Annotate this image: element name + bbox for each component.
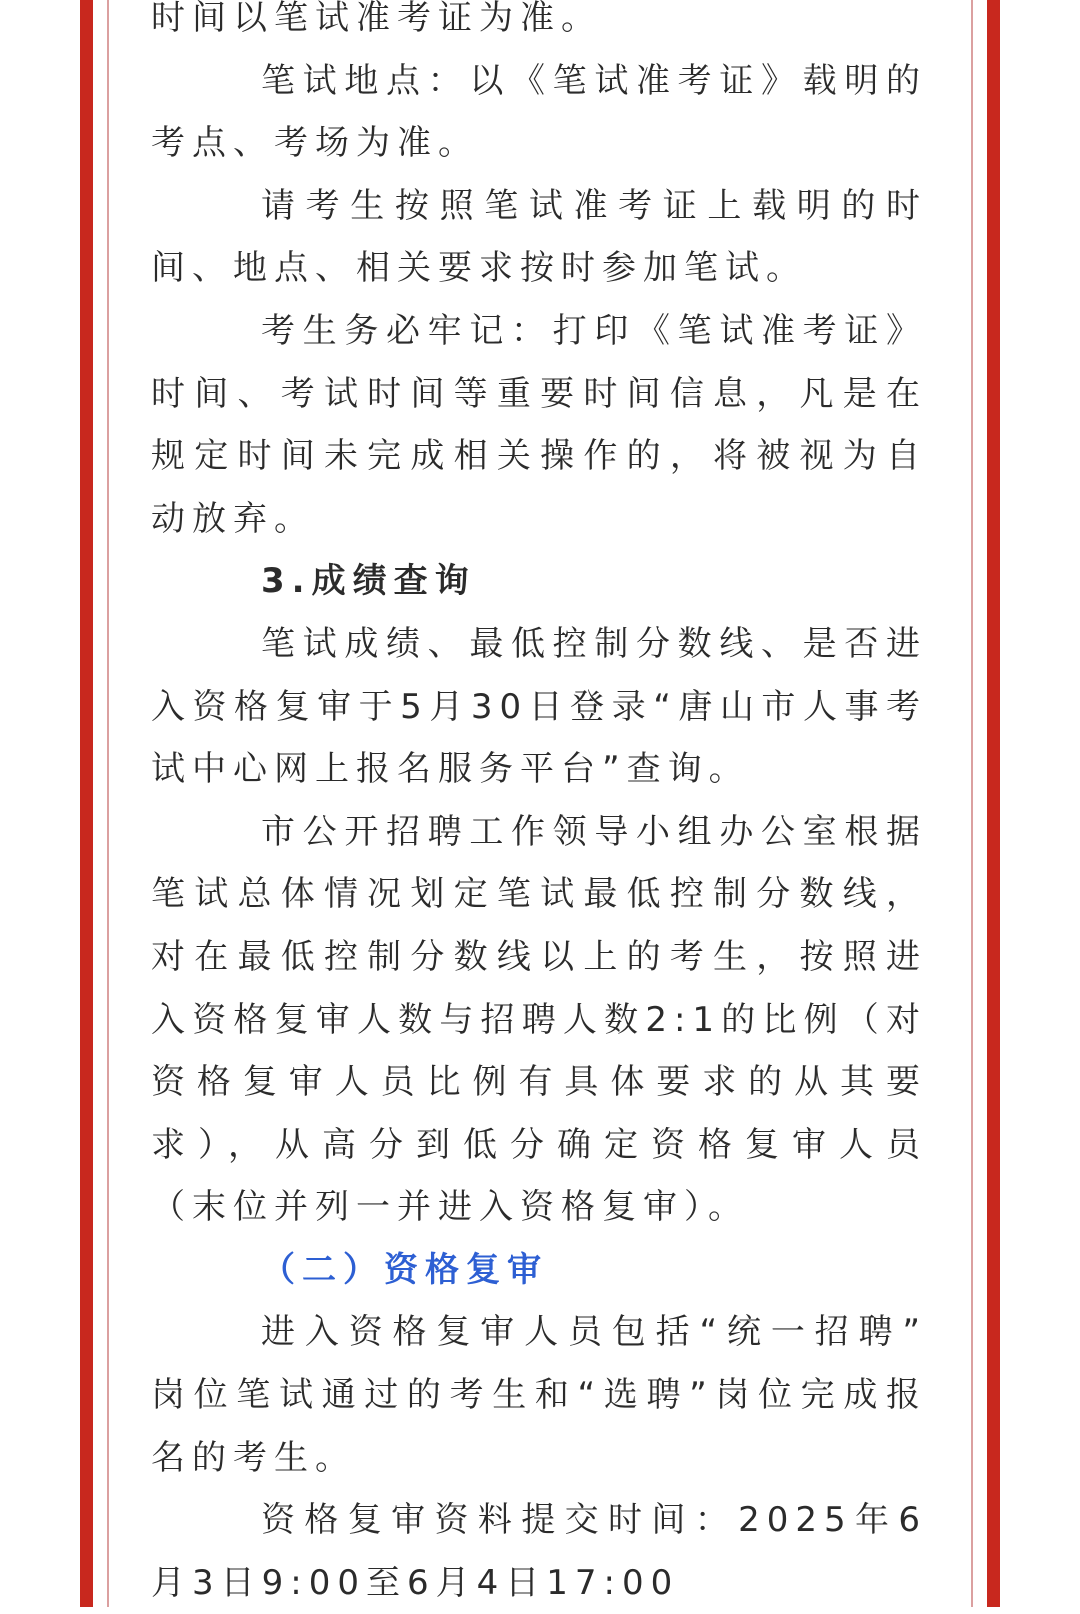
paragraph-line: 时间、考试时间等重要时间信息，凡是在: [151, 373, 927, 414]
paragraph: [151, 1301, 927, 1489]
paragraph-line: 入资格复审人数与招聘人数2:1的比例（对: [151, 999, 927, 1040]
paragraph-line: 资格复审人员比例有具体要求的从其要: [151, 1062, 927, 1103]
subsection-heading: 3.成绩查询: [261, 561, 476, 602]
paragraph-line: 间、地点、相关要求按时参加笔试。: [151, 248, 807, 289]
paragraph-line: 试中心网上报名服务平台”查询。: [151, 749, 750, 790]
paragraph-line: 名的考生。: [151, 1437, 356, 1478]
paragraph-line: 考生务必牢记：打印《笔试准考证》: [261, 310, 927, 351]
paragraph-line: 月3日9:00至6月4日17:00: [151, 1562, 680, 1603]
right-border-stripe: [987, 0, 1000, 1607]
paragraph-line: 入资格复审于5月30日登录“唐山市人事考: [151, 686, 927, 727]
paragraph: [151, 50, 927, 175]
paragraph: [151, 300, 927, 550]
paragraph-line: 请考生按照笔试准考证上载明的时: [261, 185, 927, 226]
paragraph-line: 笔试总体情况划定笔试最低控制分数线，: [151, 874, 927, 915]
paragraph-line: 动放弃。: [151, 498, 315, 539]
left-border-stripe: [80, 0, 93, 1607]
paragraph-line: 对在最低控制分数线以上的考生，按照进: [151, 936, 927, 977]
paragraph-line: 进入资格复审人员包括“统一招聘”: [261, 1312, 927, 1353]
paragraph-line: 资格复审资料提交时间：2025年6: [261, 1500, 927, 1541]
paragraph-line: 笔试地点：以《笔试准考证》载明的: [261, 60, 927, 101]
paragraph-line: 考点、考场为准。: [151, 123, 479, 164]
paragraph-line: 市公开招聘工作领导小组办公室根据: [261, 811, 927, 852]
paragraph: [151, 1489, 927, 1614]
right-inner-line: [971, 0, 973, 1607]
paragraph: [151, 801, 927, 1239]
paragraph-line: 时间以笔试准考证为准。: [151, 0, 602, 38]
paragraph: [151, 0, 927, 50]
paragraph-line: （末位并列一并进入资格复审）。: [151, 1187, 749, 1228]
paragraph-line: 岗位笔试通过的考生和“选聘”岗位完成报: [151, 1375, 927, 1416]
paragraph-line: 规定时间未完成相关操作的，将被视为自: [151, 436, 927, 477]
section-heading: （二）资格复审: [261, 1249, 548, 1290]
paragraph-line: 求），从高分到低分确定资格复审人员: [151, 1124, 927, 1165]
left-inner-line: [107, 0, 109, 1607]
paragraph: [151, 613, 927, 801]
paragraph-line: 笔试成绩、最低控制分数线、是否进: [261, 623, 927, 664]
article-body: [151, 0, 927, 1614]
paragraph: [151, 175, 927, 300]
